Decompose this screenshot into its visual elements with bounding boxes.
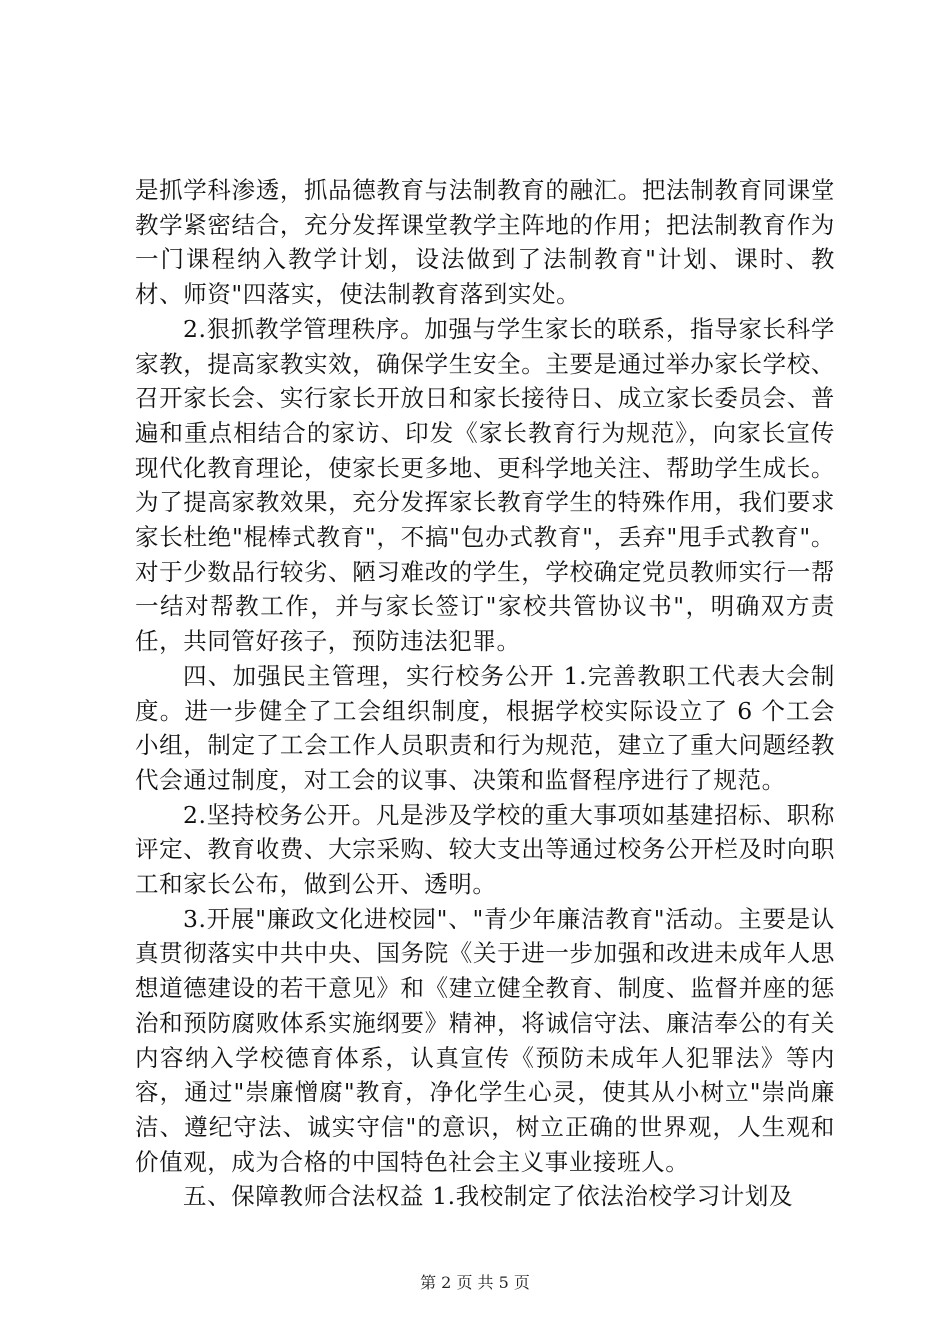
paragraph-3: 四、加强民主管理，实行校务公开 1.完善教职工代表大会制度。进一步健全了工会组织制度，根据学校实际设立了 6 个工会小组，制定了工会工作人员职责和行为规范，建立了重大问题经教代会通过制度，对工会的议事、决策和监督程序进行了规范。 (135, 661, 835, 794)
page-footer: 第 2 页 共 5 页 (420, 1273, 530, 1292)
paragraph-5: 3.开展"廉政文化进校园"、"青少年廉洁教育"活动。主要是认真贯彻落实中共中央、国务院《关于进一步加强和改进未成年人思想道德建设的若干意见》和《建立健全教育、制度、监督并座的惩治和预防腐败体系实施纲要》精神，将诚信守法、廉洁奉公的有关内容纳入学校德育体系，认真宣传《预防未成年人犯罪法》等内容，通过"崇廉憎腐"教育，净化学生心灵，使其从小树立"崇尚廉洁、遵纪守法、诚实守信"的意识，树立正确的世界观，人生观和价值观，成为合格的中国特色社会主义事业接班人。 (135, 904, 835, 1176)
paragraph-1: 是抓学科渗透，抓品德教育与法制教育的融汇。把法制教育同课堂教学紧密结合，充分发挥课堂教学主阵地的作用；把法制教育作为一门课程纳入教学计划，设法做到了法制教育"计划、课时、教材、师资"四落实，使法制教育落到实处。 (135, 176, 835, 309)
paragraph-2: 2.狠抓教学管理秩序。加强与学生家长的联系，指导家长科学家教，提高家教实效，确保学生安全。主要是通过举办家长学校、召开家长会、实行家长开放日和家长接待日、成立家长委员会、普遍和重点相结合的家访、印发《家长教育行为规范》，向家长宣传现代化教育理论，使家长更多地、更科学地关注、帮助学生成长。为了提高家教效果，充分发挥家长教育学生的特殊作用，我们要求家长杜绝"棍棒式教育"，不搞"包办式教育"，丢弃"甩手式教育"。对于少数品行较劣、陋习难改的学生，学校确定党员教师实行一帮一结对帮教工作，并与家长签订"家校共管协议书"，明确双方责任，共同管好孩子，预防违法犯罪。 (135, 314, 835, 656)
document-body (135, 173, 835, 1214)
paragraph-4: 2.坚持校务公开。凡是涉及学校的重大事项如基建招标、职称评定、教育收费、大宗采购、较大支出等通过校务公开栏及时向职工和家长公布，做到公开、透明。 (135, 800, 835, 899)
paragraph-6: 五、保障教师合法权益 1.我校制定了依法治校学习计划及 (183, 1182, 794, 1211)
